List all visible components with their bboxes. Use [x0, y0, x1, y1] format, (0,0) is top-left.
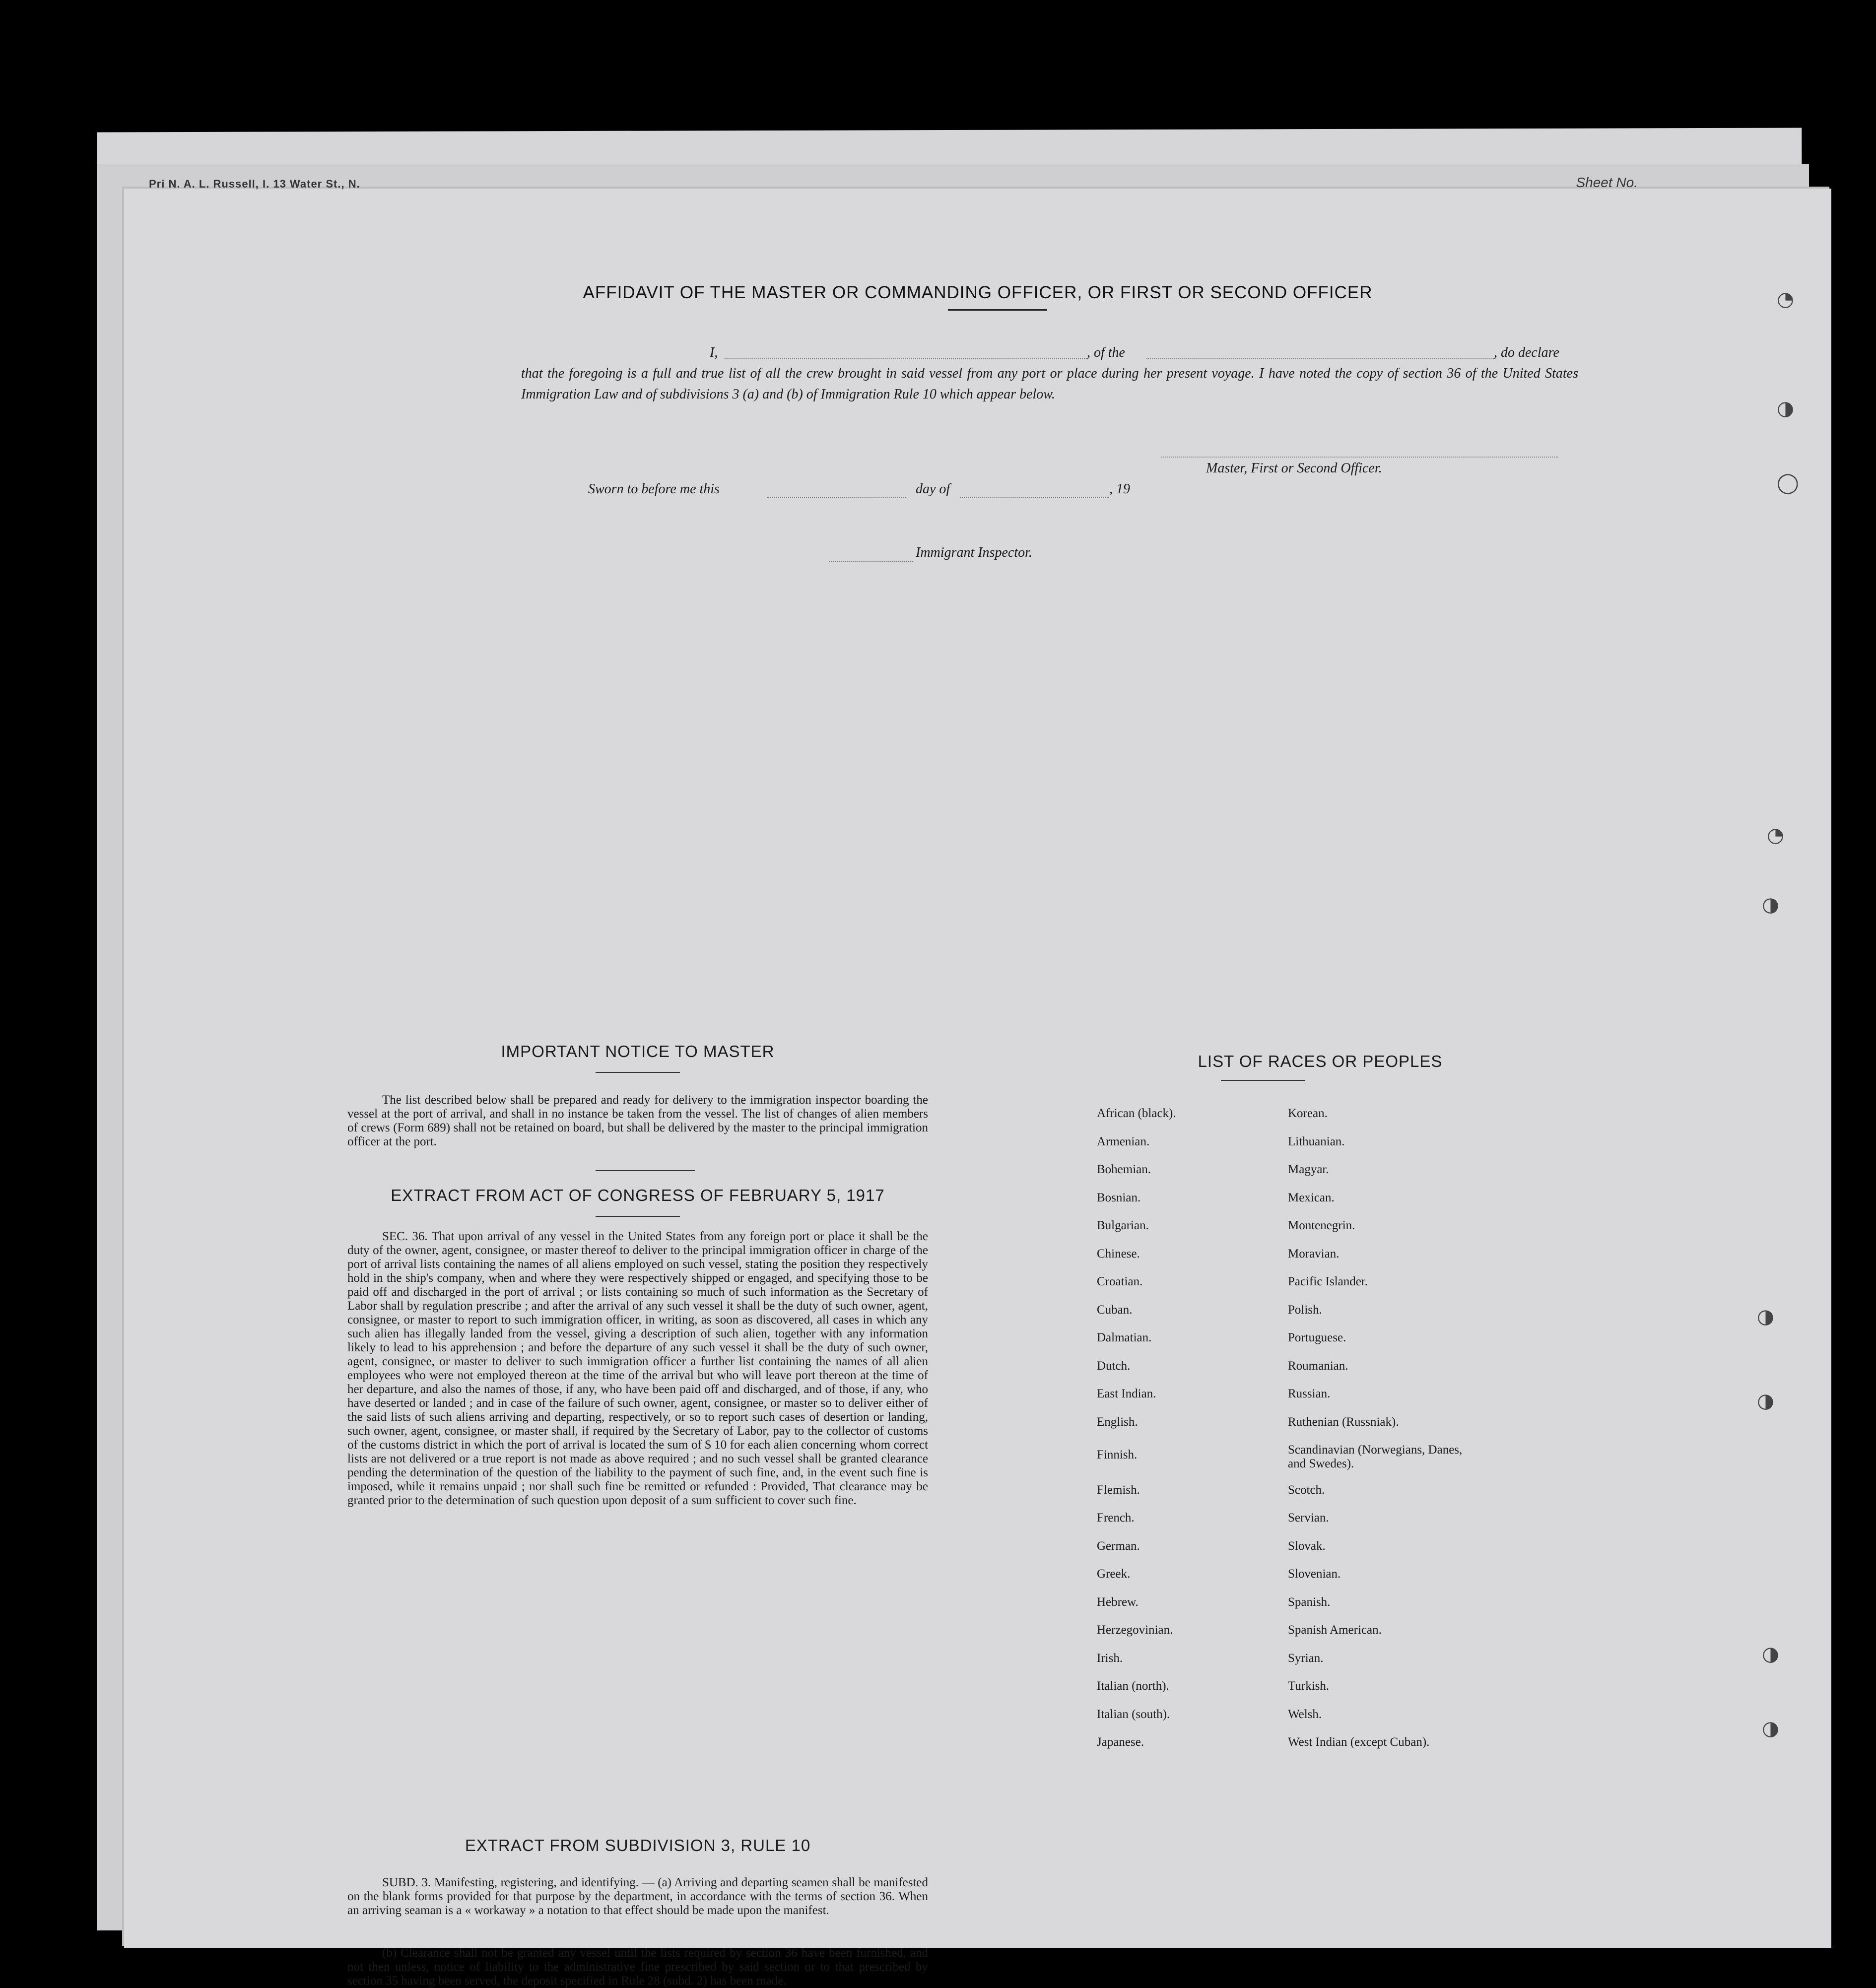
binder-hole-icon: ◔ — [1777, 288, 1794, 311]
day-blank — [767, 484, 906, 498]
race-item: Finnish. — [1097, 1448, 1138, 1461]
binder-hole-icon: ◑ — [1762, 893, 1779, 916]
act-text: SEC. 36. That upon arrival of any vessel in the United States from any foreign port or place it shall be the duty of the owner, agent, consignee, or master thereof to deliver to the principal immigration officer in charge of the port of arrival lists containing the names of all aliens employed on such vessel, stating the position they respectively hold in the ship's company, when and where they were respectively shipped or engaged, and specifying those to be paid off and discharged in the port of arrival ; or lists containing so much of such information as the Secretary of Labor shall by regulation prescribe ; and after the arrival of any such vessel it shall be the duty of such owner, agent, consignee, or master to report to such immigration officer, in writing, as soon as discovered, all cases in which any such alien has illegally landed from the vessel, giving a description of such alien, together with any information likely to lead to his apprehension ; and before the departure of any such vessel it shall be the duty of such owner, agent, consignee, or master to deliver to such immigration officer a further list containing the names of all alien employees who were not employed thereon at the time of the arrival but who will leave port thereon at the time of her departure, and also the names of those, if any, who have been paid off and discharged, and of those, if any, who have deserted or landed ; and in case of the failure of such owner, agent, consignee, or master so to deliver either of the said lists of such aliens arriving and departing, respectively, or so to report such cases of desertion or landing, such owner, agent, consignee, or master shall, if required by the Secretary of Labor, pay to the collector of customs of the customs district in which the port of arrival is located the sum of $ 10 for each alien concerning whom correct lists are not delivered or a true report is not made as above required ; and no such vessel shall be granted clearance pending the determination of the question of the liability to the payment of such fine, and, in the event such fine is imposed, while it remains unpaid ; nor shall such fine be remitted or refunded : Provided, That clearance may be granted prior to the determination of such question upon deposit of a sum sufficient to cover such fine. — [347, 1230, 928, 1507]
binder-hole-icon: ◑ — [1757, 1390, 1774, 1412]
race-item: Dutch. — [1097, 1359, 1131, 1373]
binder-hole-icon: ◯ — [1777, 471, 1799, 494]
rule-title: EXTRACT FROM SUBDIVISION 3, RULE 10 — [465, 1836, 811, 1855]
signature-blank — [1161, 457, 1558, 458]
title-underline — [948, 309, 1047, 311]
race-item: Welsh. — [1288, 1707, 1322, 1721]
month-blank — [960, 484, 1109, 498]
race-item: Scotch. — [1288, 1483, 1325, 1497]
binder-hole-icon: ◑ — [1762, 1643, 1779, 1665]
race-item: African (black). — [1097, 1107, 1176, 1120]
notice-divider — [596, 1170, 695, 1171]
race-item: Montenegrin. — [1288, 1219, 1355, 1232]
document-page — [124, 175, 1831, 1988]
race-item: Russian. — [1288, 1387, 1331, 1400]
race-item: English. — [1097, 1415, 1138, 1429]
vessel-blank — [1146, 345, 1494, 359]
race-item: Irish. — [1097, 1651, 1123, 1665]
race-item: Greek. — [1097, 1567, 1131, 1581]
rule-text-a: SUBD. 3. Manifesting, registering, and identifying. — (a) Arriving and departing seamen shall be manifested on the blank forms provided for that purpose by the department, in accordance with the terms of section 36. When an arriving seaman is a « workaway » a notation to that effect should be made upon the manifest. — [347, 1876, 928, 1917]
notice-text: The list described below shall be prepared and ready for delivery to the immigration inspector boarding the vessel at the port of arrival, and shall in no instance be taken from the vessel. The list of changes of alien members of crews (Form 689) shall not be retained on board, but shall be delivered by the master to the principal immigration officer at the port. — [347, 1093, 928, 1148]
race-item: Slovak. — [1288, 1539, 1326, 1553]
binder-hole-icon: ◔ — [1767, 824, 1784, 847]
race-item: Dalmatian. — [1097, 1331, 1152, 1344]
race-item: Roumanian. — [1288, 1359, 1348, 1373]
race-item: Bosnian. — [1097, 1191, 1141, 1204]
races-title: LIST OF RACES OR PEOPLES — [1198, 1052, 1443, 1070]
printer-header — [124, 175, 1831, 198]
race-item: French. — [1097, 1511, 1135, 1524]
notice-underline — [596, 1072, 680, 1073]
race-item: Ruthenian (Russniak). — [1288, 1415, 1399, 1429]
race-item: Italian (south). — [1097, 1707, 1170, 1721]
races-underline — [1221, 1080, 1305, 1081]
binder-hole-icon: ◑ — [1757, 1305, 1774, 1328]
race-item: Servian. — [1288, 1511, 1329, 1524]
race-item: Flemish. — [1097, 1483, 1140, 1497]
race-item: Japanese. — [1097, 1735, 1144, 1749]
race-item: Pacific Islander. — [1288, 1275, 1368, 1288]
i-label: I, — [710, 345, 718, 360]
inspector-line — [829, 545, 1077, 565]
race-item: Cuban. — [1097, 1303, 1133, 1317]
binder-hole-icon: ◑ — [1777, 397, 1794, 420]
race-item: Italian (north). — [1097, 1679, 1169, 1693]
declaration-line — [521, 342, 1578, 363]
race-item: Mexican. — [1288, 1191, 1335, 1204]
inspector-blank — [829, 548, 913, 562]
signature-label: Master, First or Second Officer. — [1206, 461, 1382, 476]
sheet-number-label: Sheet No. — [1576, 175, 1638, 190]
race-item: Bulgarian. — [1097, 1219, 1149, 1232]
race-item: Moravian. — [1288, 1247, 1340, 1260]
printer-imprint: Pri N. A. L. Russell, I. 13 Water St., N. — [149, 178, 360, 190]
race-item: Portuguese. — [1288, 1331, 1346, 1344]
race-item: East Indian. — [1097, 1387, 1156, 1400]
race-item: West Indian (except Cuban). — [1288, 1735, 1430, 1749]
affidavit-title: AFFIDAVIT OF THE MASTER OR COMMANDING OFFICER, OR FIRST OR SECOND OFFICER — [583, 283, 1373, 302]
sworn-label: Sworn to before me this — [588, 481, 720, 497]
binder-hole-icon: ◑ — [1762, 1717, 1779, 1740]
race-item: Magyar. — [1288, 1163, 1329, 1176]
race-item: Chinese. — [1097, 1247, 1140, 1260]
do-declare-label: , do declare — [1494, 345, 1559, 360]
affidavit-statement: that the foregoing is a full and true list of all the crew brought in said vessel from any port or place during her present voyage. I have noted the copy of section 36 of the United States Immigration Law and of subdivisions 3 (a) and (b) of Immigration Rule 10 which appear below. — [521, 366, 1578, 402]
race-item: Herzegovinian. — [1097, 1623, 1173, 1637]
race-item: Lithuanian. — [1288, 1134, 1345, 1148]
race-item: Hebrew. — [1097, 1595, 1139, 1609]
day-of-label: day of — [916, 481, 950, 497]
race-item: Polish. — [1288, 1303, 1322, 1317]
act-title: EXTRACT FROM ACT OF CONGRESS OF FEBRUARY 5, 1917 — [391, 1186, 885, 1204]
race-item: Syrian. — [1288, 1651, 1324, 1665]
left-column — [347, 1042, 928, 1988]
race-item: Scandinavian (Norwegians, Danes, and Swedes). — [1288, 1443, 1463, 1470]
race-item: Korean. — [1288, 1107, 1328, 1120]
of-the-label: , of the — [1087, 345, 1125, 360]
affidavit-block — [521, 342, 1578, 405]
race-item: Spanish American. — [1288, 1623, 1382, 1637]
year-label: , 19 — [1109, 481, 1130, 497]
right-column — [1097, 1052, 1543, 1749]
sworn-line — [588, 481, 1283, 501]
race-item: Turkish. — [1288, 1679, 1330, 1693]
race-item: Spanish. — [1288, 1595, 1331, 1609]
race-item: Armenian. — [1097, 1134, 1150, 1148]
race-item: Croatian. — [1097, 1275, 1143, 1288]
race-item: Slovenian. — [1288, 1567, 1341, 1581]
race-item: Bohemian. — [1097, 1163, 1151, 1176]
notice-title: IMPORTANT NOTICE TO MASTER — [501, 1042, 775, 1060]
name-blank — [725, 345, 1087, 359]
act-underline — [596, 1216, 680, 1217]
rule-text-b: (b) Clearance shall not be granted any vessel until the lists required by section 36 have been furnished, and not then unless, notice of liability to the administrative fine prescribed by said section or to that prescribed by section 35 having been served, the deposit specified in Rule 28 (subd. 2) has been made. — [347, 1946, 928, 1988]
inspector-label: Immigrant Inspector. — [916, 545, 1032, 560]
race-item: German. — [1097, 1539, 1140, 1553]
